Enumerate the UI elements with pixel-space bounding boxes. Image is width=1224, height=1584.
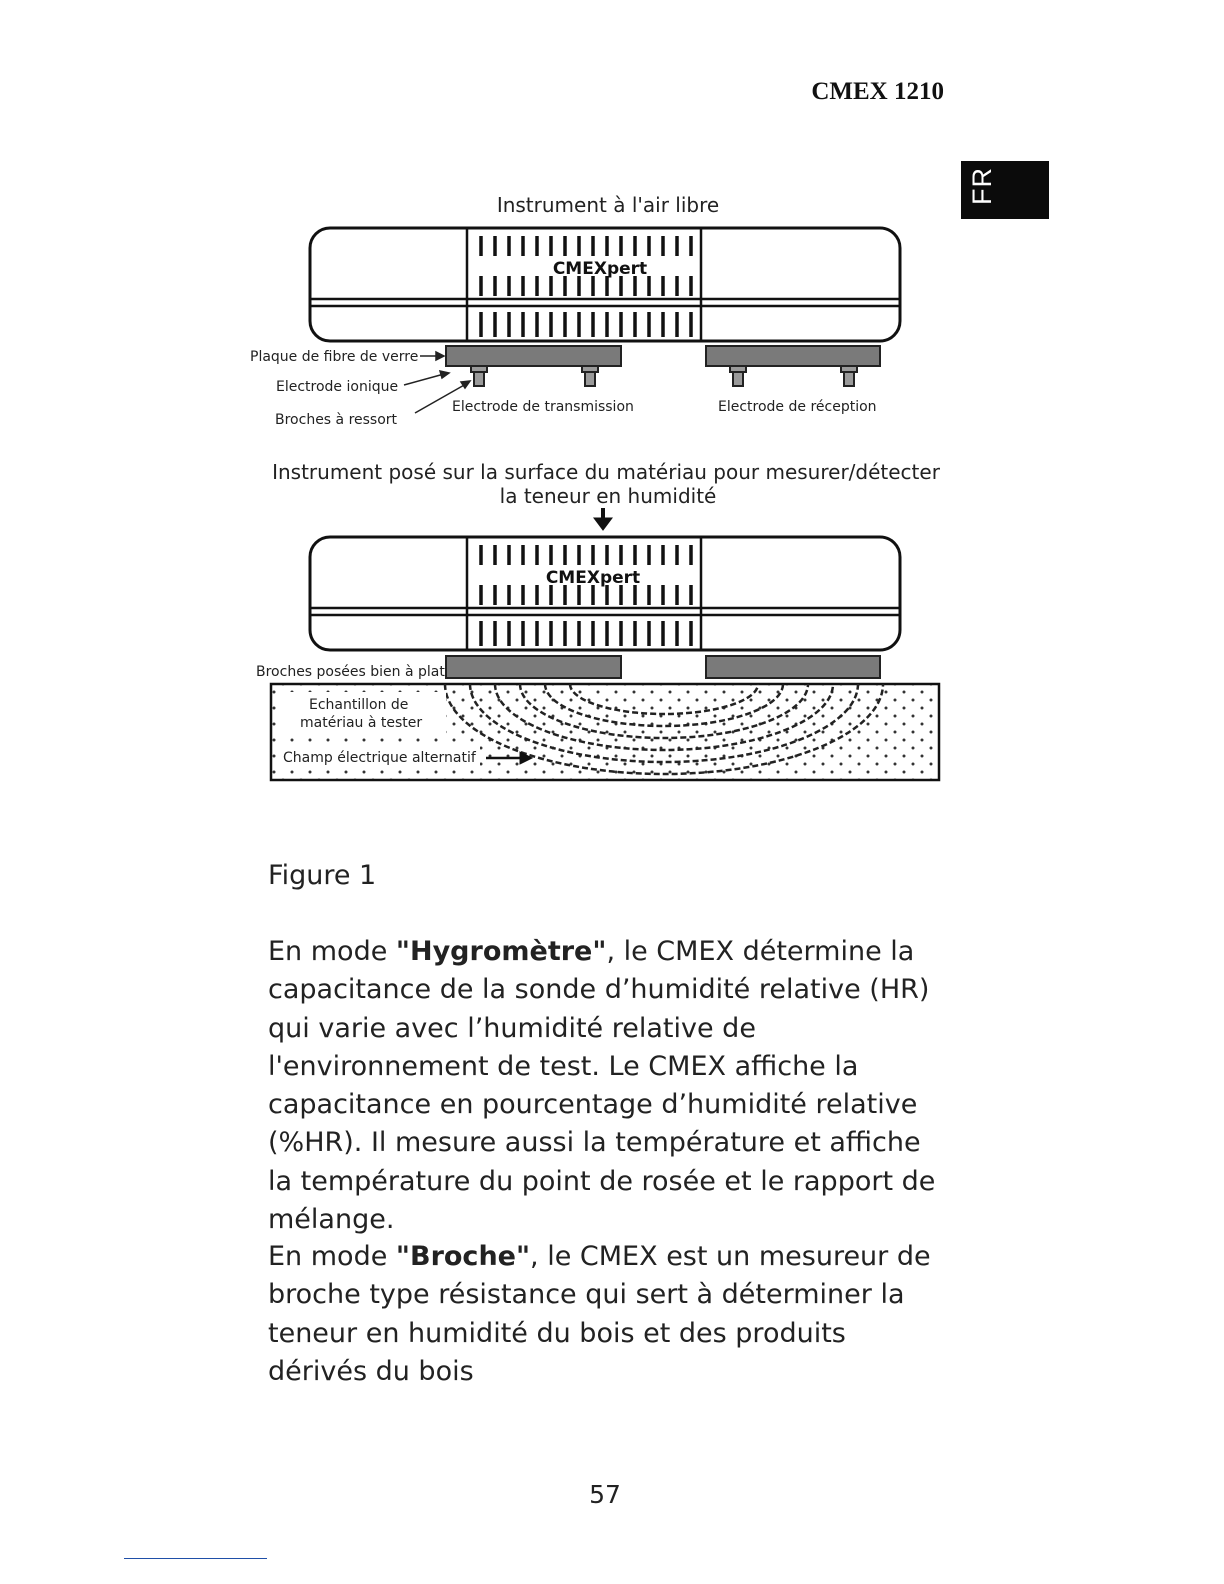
down-arrow-icon xyxy=(594,508,612,530)
diagram2-title-line2: la teneur en humidité xyxy=(499,484,717,508)
instrument-body-2 xyxy=(310,537,900,650)
diagram2-title-line1: Instrument posé sur la surface du matériau pour mesurer/détecter xyxy=(272,460,940,484)
electrode-plates-1 xyxy=(446,346,880,366)
footnote-rule xyxy=(124,1558,267,1559)
p2-text: , le CMEX est un mesureur de broche type résistance qui sert à déterminer la teneur en humidité du bois et des produits dérivés du bois xyxy=(268,1241,931,1387)
language-tab-label: FR xyxy=(967,167,997,205)
label-ionic-electrode: Electrode ionique xyxy=(276,379,399,395)
label-reception-electrode: Electrode de réception xyxy=(718,399,877,415)
page-number: 57 xyxy=(589,1480,621,1509)
label-sample-line1: Echantillon de xyxy=(309,697,409,713)
label-flat-pins: Broches posées bien à plat xyxy=(256,664,445,680)
p2-mode-name: "Broche" xyxy=(395,1241,531,1272)
spring-pins-1 xyxy=(471,366,857,386)
figure-caption: Figure 1 xyxy=(268,860,377,891)
label-transmission-electrode: Electrode de transmission xyxy=(452,399,634,415)
p1-lead: En mode xyxy=(268,936,396,967)
label-sample-line2: matériau à tester xyxy=(300,715,423,731)
electrode-plates-2 xyxy=(446,656,880,678)
instrument-body-1 xyxy=(310,228,900,341)
brand-logo-1: CMEXpert xyxy=(552,259,648,279)
brand-logo-2: CMEXpert xyxy=(545,568,641,588)
paragraph-hygrometer-mode xyxy=(268,933,938,1239)
diagram1-title: Instrument à l'air libre xyxy=(496,193,720,217)
p1-mode-name: "Hygromètre" xyxy=(395,936,607,967)
label-fiberglass-plate: Plaque de fibre de verre xyxy=(250,349,419,365)
p1-text: , le CMEX détermine la capacitance de la sonde d’humidité relative (HR) qui varie avec l’humidité relative de l'environnement de test. Le CMEX affiche la capacitance en pourcentage d’humidité relative (%HR). Il mesure aussi la température et affiche la température du point de rosée et le rapport de mélange. xyxy=(268,936,936,1236)
label-spring-pins: Broches à ressort xyxy=(275,412,398,428)
paragraph-pin-mode xyxy=(268,1238,938,1391)
label-electric-field: Champ électrique alternatif xyxy=(283,750,476,766)
header-title: CMEX 1210 xyxy=(811,78,944,105)
p2-lead: En mode xyxy=(268,1241,396,1272)
